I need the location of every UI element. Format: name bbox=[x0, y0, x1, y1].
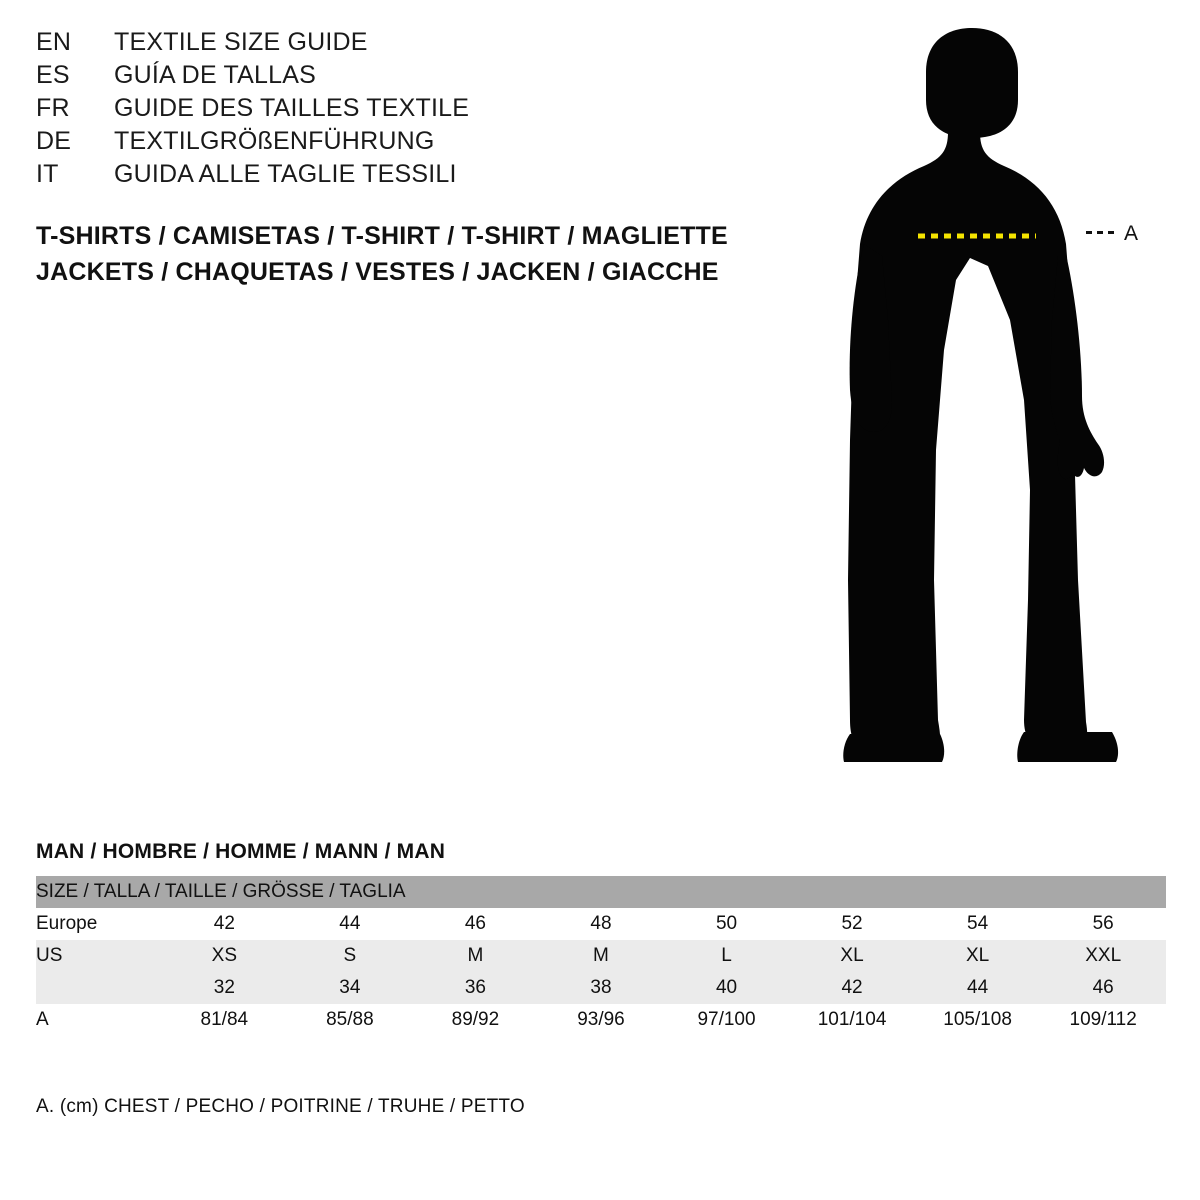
language-title: GUIDA ALLE TAGLIE TESSILI bbox=[114, 160, 457, 188]
cell: XXL bbox=[1040, 940, 1166, 972]
cell: 85/88 bbox=[287, 1004, 413, 1036]
garment-category-jackets: JACKETS / CHAQUETAS / VESTES / JACKEN / GIACCHE bbox=[36, 258, 719, 286]
cell: 81/84 bbox=[162, 1004, 288, 1036]
table-header-label: SIZE / TALLA / TAILLE / GRÖSSE / TAGLIA bbox=[36, 876, 1166, 908]
language-code: EN bbox=[36, 28, 72, 56]
language-code: DE bbox=[36, 127, 72, 155]
cell: 56 bbox=[1040, 908, 1166, 940]
cell: XS bbox=[162, 940, 288, 972]
cell: 97/100 bbox=[664, 1004, 790, 1036]
cell: 42 bbox=[162, 908, 288, 940]
cell: 52 bbox=[789, 908, 915, 940]
cell: 105/108 bbox=[915, 1004, 1041, 1036]
cell: M bbox=[413, 940, 539, 972]
row-label: Europe bbox=[36, 908, 162, 940]
cell: 34 bbox=[287, 972, 413, 1004]
garment-category-list bbox=[36, 218, 796, 290]
language-code: ES bbox=[36, 61, 70, 89]
cell: XL bbox=[789, 940, 915, 972]
language-row bbox=[36, 160, 736, 193]
cell: 101/104 bbox=[789, 1004, 915, 1036]
cell: 44 bbox=[915, 972, 1041, 1004]
size-table bbox=[36, 876, 1166, 1036]
cell: 38 bbox=[538, 972, 664, 1004]
table-row bbox=[36, 908, 1166, 940]
cell: L bbox=[664, 940, 790, 972]
cell: 44 bbox=[287, 908, 413, 940]
cell: 32 bbox=[162, 972, 288, 1004]
language-row bbox=[36, 61, 736, 94]
cell: XL bbox=[915, 940, 1041, 972]
cell: 54 bbox=[915, 908, 1041, 940]
cell: S bbox=[287, 940, 413, 972]
cell: 40 bbox=[664, 972, 790, 1004]
cell: M bbox=[538, 940, 664, 972]
table-row bbox=[36, 940, 1166, 972]
size-table-section bbox=[36, 840, 1166, 1036]
cell: 109/112 bbox=[1040, 1004, 1166, 1036]
row-label: US bbox=[36, 940, 162, 972]
table-row bbox=[36, 1004, 1166, 1036]
language-title-list bbox=[36, 28, 736, 193]
cell: 50 bbox=[664, 908, 790, 940]
language-title: GUIDE DES TAILLES TEXTILE bbox=[114, 94, 470, 122]
table-header-row bbox=[36, 876, 1166, 908]
cell: 46 bbox=[1040, 972, 1166, 1004]
language-code: FR bbox=[36, 94, 70, 122]
language-row bbox=[36, 127, 736, 160]
cell: 89/92 bbox=[413, 1004, 539, 1036]
row-label: A bbox=[36, 1004, 162, 1036]
language-title: TEXTILE SIZE GUIDE bbox=[114, 28, 368, 56]
language-title: TEXTILGRÖßENFÜHRUNG bbox=[114, 127, 435, 155]
language-title: GUÍA DE TALLAS bbox=[114, 61, 316, 89]
cell: 42 bbox=[789, 972, 915, 1004]
gender-title: MAN / HOMBRE / HOMME / MANN / MAN bbox=[36, 840, 446, 863]
measurement-footnote: A. (cm) CHEST / PECHO / POITRINE / TRUHE / PETTO bbox=[36, 1096, 525, 1117]
male-body-silhouette bbox=[820, 20, 1180, 780]
cell: 36 bbox=[413, 972, 539, 1004]
cell: 48 bbox=[538, 908, 664, 940]
cell: 46 bbox=[413, 908, 539, 940]
measure-label-a: A bbox=[1124, 222, 1139, 245]
language-row bbox=[36, 28, 736, 61]
table-row bbox=[36, 972, 1166, 1004]
language-row bbox=[36, 94, 736, 127]
measure-leader-line bbox=[1086, 231, 1118, 234]
garment-category-tshirts: T-SHIRTS / CAMISETAS / T-SHIRT / T-SHIRT / MAGLIETTE bbox=[36, 222, 728, 250]
row-label bbox=[36, 972, 162, 1004]
language-code: IT bbox=[36, 160, 59, 188]
cell: 93/96 bbox=[538, 1004, 664, 1036]
